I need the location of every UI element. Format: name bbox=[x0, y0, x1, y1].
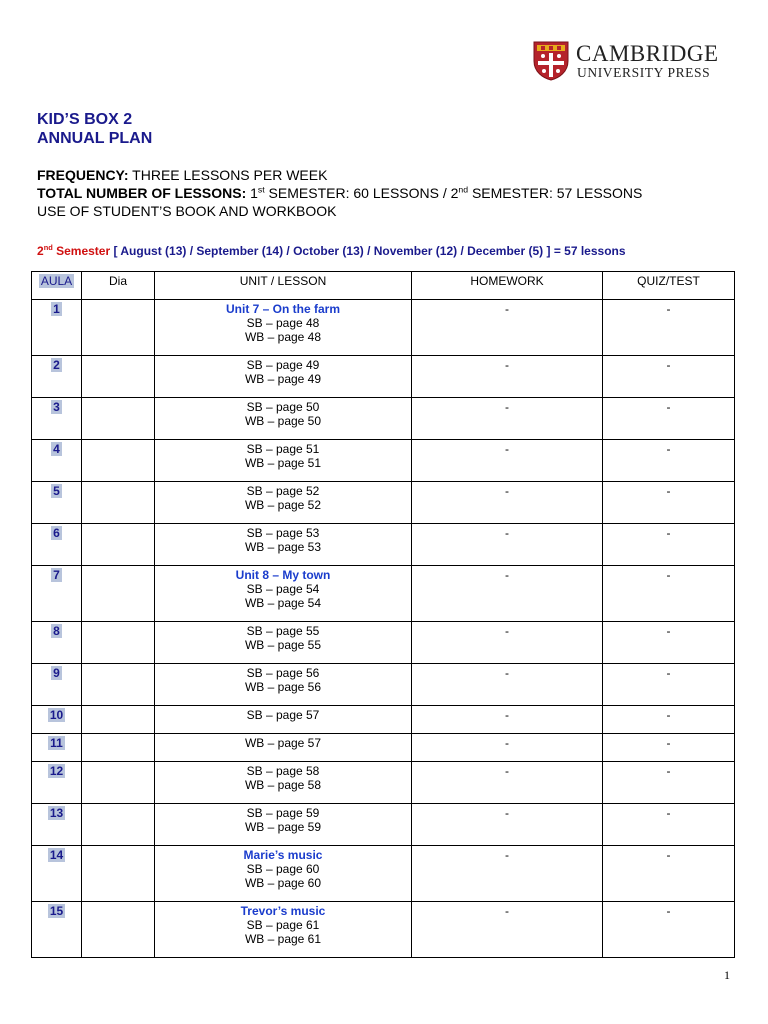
table-row bbox=[32, 622, 735, 664]
quiz-test-cell: - bbox=[603, 846, 735, 902]
table-row bbox=[32, 664, 735, 706]
aula-number: 8 bbox=[32, 622, 82, 664]
materials-line: USE OF STUDENT’S BOOK AND WORKBOOK bbox=[37, 203, 337, 219]
unit-lesson-cell bbox=[155, 440, 412, 482]
table-row bbox=[32, 566, 735, 622]
unit-lesson-cell bbox=[155, 664, 412, 706]
table-row bbox=[32, 398, 735, 440]
unit-lesson-cell bbox=[155, 902, 412, 958]
semester-label bbox=[37, 244, 110, 258]
homework-cell: - bbox=[412, 440, 603, 482]
header-quiz-test: QUIZ/TEST bbox=[603, 272, 735, 300]
aula-number: 13 bbox=[32, 804, 82, 846]
homework-cell: - bbox=[412, 566, 603, 622]
page-number: 1 bbox=[724, 968, 730, 982]
quiz-test-cell: - bbox=[603, 804, 735, 846]
workbook-page: WB – page 56 bbox=[244, 680, 322, 694]
frequency-value: THREE LESSONS PER WEEK bbox=[128, 167, 328, 183]
unit-lesson-cell bbox=[155, 622, 412, 664]
logo-subtitle: UNIVERSITY PRESS bbox=[577, 65, 711, 80]
homework-cell: - bbox=[412, 706, 603, 734]
semester-word: Semester bbox=[52, 244, 111, 258]
workbook-page: WB – page 55 bbox=[244, 638, 322, 652]
aula-number: 2 bbox=[32, 356, 82, 398]
unit-title: Trevor’s music bbox=[240, 904, 326, 918]
student-book-page: SB – page 55 bbox=[246, 624, 320, 638]
title-line-1: KID’S BOX 2 bbox=[37, 111, 133, 128]
aula-number: 1 bbox=[32, 300, 82, 356]
workbook-page: WB – page 57 bbox=[244, 736, 322, 750]
semester1-sup: st bbox=[257, 184, 265, 195]
unit-lesson-cell bbox=[155, 846, 412, 902]
homework-cell: - bbox=[412, 804, 603, 846]
quiz-test-cell: - bbox=[603, 398, 735, 440]
lesson-plan-table bbox=[31, 271, 735, 958]
homework-cell: - bbox=[412, 356, 603, 398]
unit-lesson-cell bbox=[155, 762, 412, 804]
semester-months: [ August (13) / September (14) / October (13) / November (12) / December (5) ] = 57 lessons bbox=[110, 244, 626, 258]
semester1-num: 1 bbox=[250, 185, 258, 201]
aula-number: 11 bbox=[32, 734, 82, 762]
dia-cell bbox=[82, 734, 155, 762]
student-book-page: SB – page 50 bbox=[246, 400, 320, 414]
total-lessons-line bbox=[37, 184, 642, 202]
unit-title: Marie’s music bbox=[243, 848, 323, 862]
workbook-page: WB – page 49 bbox=[244, 372, 322, 386]
unit-title: Unit 7 – On the farm bbox=[225, 302, 341, 316]
unit-lesson-cell bbox=[155, 482, 412, 524]
quiz-test-cell: - bbox=[603, 734, 735, 762]
table-row bbox=[32, 846, 735, 902]
student-book-page: SB – page 57 bbox=[246, 708, 320, 722]
quiz-test-cell: - bbox=[603, 566, 735, 622]
header-aula: AULA bbox=[32, 272, 82, 300]
homework-cell: - bbox=[412, 664, 603, 706]
quiz-test-cell: - bbox=[603, 902, 735, 958]
quiz-test-cell: - bbox=[603, 524, 735, 566]
table-header-row bbox=[32, 272, 735, 300]
student-book-page: SB – page 58 bbox=[246, 764, 320, 778]
quiz-test-cell: - bbox=[603, 482, 735, 524]
workbook-page: WB – page 54 bbox=[244, 596, 322, 610]
student-book-page: SB – page 49 bbox=[246, 358, 320, 372]
unit-lesson-cell bbox=[155, 566, 412, 622]
student-book-page: SB – page 60 bbox=[246, 862, 320, 876]
table-row bbox=[32, 706, 735, 734]
unit-lesson-cell bbox=[155, 734, 412, 762]
aula-number: 7 bbox=[32, 566, 82, 622]
workbook-page: WB – page 61 bbox=[244, 932, 322, 946]
semester1-text: SEMESTER: 60 LESSONS / 2 bbox=[264, 185, 459, 201]
table-row bbox=[32, 524, 735, 566]
table-row bbox=[32, 300, 735, 356]
workbook-page: WB – page 50 bbox=[244, 414, 322, 428]
quiz-test-cell: - bbox=[603, 300, 735, 356]
student-book-page: SB – page 53 bbox=[246, 526, 320, 540]
semester-heading bbox=[37, 244, 626, 258]
unit-lesson-cell bbox=[155, 398, 412, 440]
table-row bbox=[32, 440, 735, 482]
workbook-page: WB – page 58 bbox=[244, 778, 322, 792]
table-row bbox=[32, 482, 735, 524]
dia-cell bbox=[82, 664, 155, 706]
aula-number: 12 bbox=[32, 762, 82, 804]
header-unit-lesson: UNIT / LESSON bbox=[155, 272, 412, 300]
homework-cell: - bbox=[412, 524, 603, 566]
table-row bbox=[32, 734, 735, 762]
dia-cell bbox=[82, 566, 155, 622]
logo-wordmark: CAMBRIDGE bbox=[576, 41, 719, 66]
student-book-page: SB – page 56 bbox=[246, 666, 320, 680]
aula-number: 6 bbox=[32, 524, 82, 566]
document-title bbox=[37, 110, 152, 148]
course-info bbox=[37, 166, 642, 220]
dia-cell bbox=[82, 902, 155, 958]
dia-cell bbox=[82, 804, 155, 846]
quiz-test-cell: - bbox=[603, 356, 735, 398]
total-lessons-label: TOTAL NUMBER OF LESSONS: bbox=[37, 185, 247, 201]
dia-cell bbox=[82, 356, 155, 398]
dia-cell bbox=[82, 440, 155, 482]
student-book-page: SB – page 61 bbox=[246, 918, 320, 932]
quiz-test-cell: - bbox=[603, 622, 735, 664]
dia-cell bbox=[82, 846, 155, 902]
unit-title: Unit 8 – My town bbox=[235, 568, 331, 582]
workbook-page: WB – page 53 bbox=[244, 540, 322, 554]
table-row bbox=[32, 356, 735, 398]
dia-cell bbox=[82, 762, 155, 804]
dia-cell bbox=[82, 300, 155, 356]
header-dia: Dia bbox=[82, 272, 155, 300]
workbook-page: WB – page 60 bbox=[244, 876, 322, 890]
quiz-test-cell: - bbox=[603, 664, 735, 706]
table-row bbox=[32, 804, 735, 846]
workbook-page: WB – page 48 bbox=[244, 330, 322, 344]
unit-lesson-cell bbox=[155, 524, 412, 566]
quiz-test-cell: - bbox=[603, 706, 735, 734]
semester2-text: SEMESTER: 57 LESSONS bbox=[468, 185, 643, 201]
workbook-page: WB – page 51 bbox=[244, 456, 322, 470]
aula-number: 10 bbox=[32, 706, 82, 734]
quiz-test-cell: - bbox=[603, 440, 735, 482]
homework-cell: - bbox=[412, 762, 603, 804]
workbook-page: WB – page 59 bbox=[244, 820, 322, 834]
homework-cell: - bbox=[412, 622, 603, 664]
unit-lesson-cell bbox=[155, 356, 412, 398]
unit-lesson-cell bbox=[155, 300, 412, 356]
frequency-label: FREQUENCY: bbox=[37, 167, 129, 183]
dia-cell bbox=[82, 524, 155, 566]
homework-cell: - bbox=[412, 482, 603, 524]
semester2-sup: nd bbox=[458, 184, 469, 195]
aula-number: 15 bbox=[32, 902, 82, 958]
dia-cell bbox=[82, 622, 155, 664]
homework-cell: - bbox=[412, 300, 603, 356]
aula-number: 9 bbox=[32, 664, 82, 706]
cambridge-shield-icon bbox=[533, 41, 569, 81]
table-row bbox=[32, 902, 735, 958]
workbook-page: WB – page 52 bbox=[244, 498, 322, 512]
student-book-page: SB – page 51 bbox=[246, 442, 320, 456]
unit-lesson-cell bbox=[155, 804, 412, 846]
semester-sup: nd bbox=[43, 243, 53, 252]
dia-cell bbox=[82, 706, 155, 734]
homework-cell: - bbox=[412, 734, 603, 762]
title-line-2: ANNUAL PLAN bbox=[37, 130, 153, 147]
quiz-test-cell: - bbox=[603, 762, 735, 804]
dia-cell bbox=[82, 398, 155, 440]
aula-number: 4 bbox=[32, 440, 82, 482]
homework-cell: - bbox=[412, 846, 603, 902]
student-book-page: SB – page 59 bbox=[246, 806, 320, 820]
student-book-page: SB – page 48 bbox=[246, 316, 320, 330]
aula-number: 14 bbox=[32, 846, 82, 902]
frequency-line bbox=[37, 166, 642, 184]
aula-number: 3 bbox=[32, 398, 82, 440]
aula-number: 5 bbox=[32, 482, 82, 524]
unit-lesson-cell bbox=[155, 706, 412, 734]
dia-cell bbox=[82, 482, 155, 524]
publisher-logo bbox=[533, 41, 728, 83]
table-row bbox=[32, 762, 735, 804]
student-book-page: SB – page 52 bbox=[246, 484, 320, 498]
student-book-page: SB – page 54 bbox=[246, 582, 320, 596]
header-homework: HOMEWORK bbox=[412, 272, 603, 300]
semester-num: 2 bbox=[37, 244, 44, 258]
homework-cell: - bbox=[412, 902, 603, 958]
homework-cell: - bbox=[412, 398, 603, 440]
